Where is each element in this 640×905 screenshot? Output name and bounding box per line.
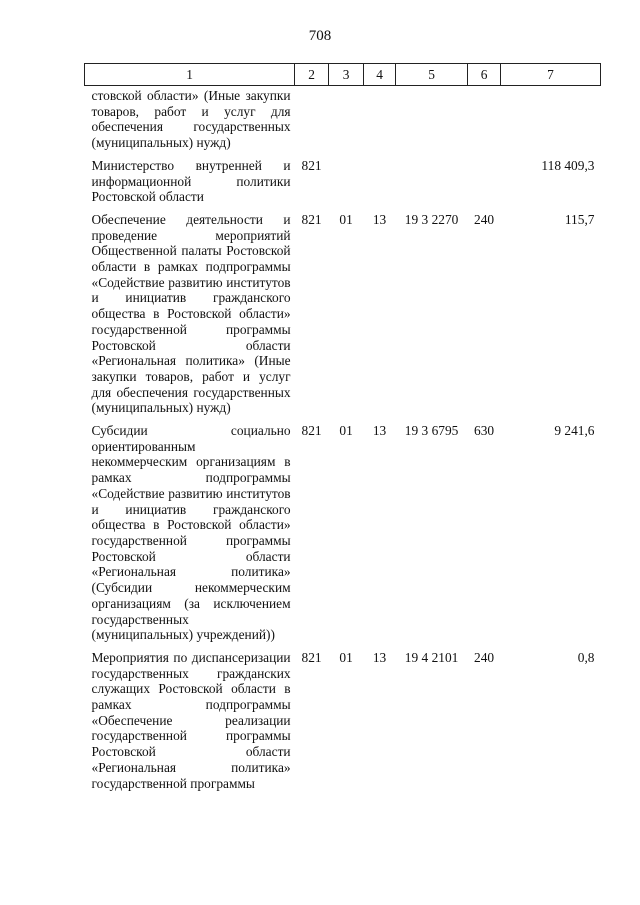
row-amount xyxy=(501,86,601,158)
row-description: Субсидии социально ориентированным некоммерческим организациям в рамках подпрограммы «Содействие развитию институтов и инициатив гражданского общества в Ростовской области» государственной программы Ростовской области «Региональная политика» (Субсидии некоммерческим организациям (за исключением государственных (муниципальных) учреждений)) xyxy=(91,423,291,643)
row-subsection xyxy=(364,158,396,212)
row-amount: 9 241,6 xyxy=(554,423,595,439)
row-amount: 0,8 xyxy=(577,649,595,665)
table-row xyxy=(85,86,601,158)
row-subsection: 13 xyxy=(372,649,387,665)
row-expense-type: 240 xyxy=(474,649,495,665)
row-expense-type xyxy=(468,158,501,212)
row-target-item: 19 4 2101 xyxy=(404,649,459,665)
row-ministry-code: 821 xyxy=(301,423,322,439)
row-amount: 118 409,3 xyxy=(541,157,595,173)
header-col-3: 3 xyxy=(329,64,364,86)
row-section: 01 xyxy=(339,211,353,227)
row-target-item: 19 3 6795 xyxy=(404,423,459,439)
header-col-2: 2 xyxy=(295,64,329,86)
row-description: Мероприятия по диспансеризации государственных гражданских служащих Ростовской области в рамках подпрограммы «Обеспечение реализации государственной программы Ростовской области «Региональная политика» государственной программы xyxy=(91,649,291,791)
row-expense-type: 630 xyxy=(474,423,495,439)
header-col-4: 4 xyxy=(364,64,396,86)
row-description: Министерство внутренней и информационной политики Ростовской области xyxy=(91,157,291,205)
row-subsection: 13 xyxy=(372,423,387,439)
row-section: 01 xyxy=(339,423,353,439)
budget-table xyxy=(84,63,601,798)
table-row xyxy=(85,212,601,423)
row-ministry-code: 821 xyxy=(301,649,322,665)
table-row xyxy=(85,650,601,798)
row-description: Обеспечение деятельности и проведение мероприятий Общественной палаты Ростовской области в рамках подпрограммы «Содействие развитию институтов и инициатив гражданского общества в Ростовской области» государственной программы Ростовской области «Региональная политика» (Иные закупки товаров, работ и услуг для обеспечения государственных (муниципальных) нужд) xyxy=(91,211,291,416)
row-section: 01 xyxy=(339,649,353,665)
header-col-7: 7 xyxy=(501,64,601,86)
table-row xyxy=(85,158,601,212)
page-number: 708 xyxy=(308,28,332,44)
row-target-item xyxy=(396,158,468,212)
row-target-item xyxy=(396,86,468,158)
header-col-5: 5 xyxy=(396,64,468,86)
row-ministry-code: 821 xyxy=(301,211,322,227)
row-amount: 115,7 xyxy=(564,211,595,227)
row-description: стовской области» (Иные закупки товаров, работ и услуг для обеспечения государственных (муниципальных) нужд) xyxy=(91,88,291,151)
row-expense-type: 240 xyxy=(474,211,495,227)
header-col-6: 6 xyxy=(468,64,501,86)
row-subsection xyxy=(364,86,396,158)
table-header xyxy=(85,64,601,86)
table-row xyxy=(85,423,601,650)
header-col-1: 1 xyxy=(85,64,295,86)
row-subsection: 13 xyxy=(372,211,387,227)
row-section xyxy=(329,86,364,158)
row-expense-type xyxy=(468,86,501,158)
row-ministry-code: 821 xyxy=(301,157,322,173)
row-section xyxy=(329,158,364,212)
row-target-item: 19 3 2270 xyxy=(404,211,459,227)
row-ministry-code xyxy=(295,86,329,158)
